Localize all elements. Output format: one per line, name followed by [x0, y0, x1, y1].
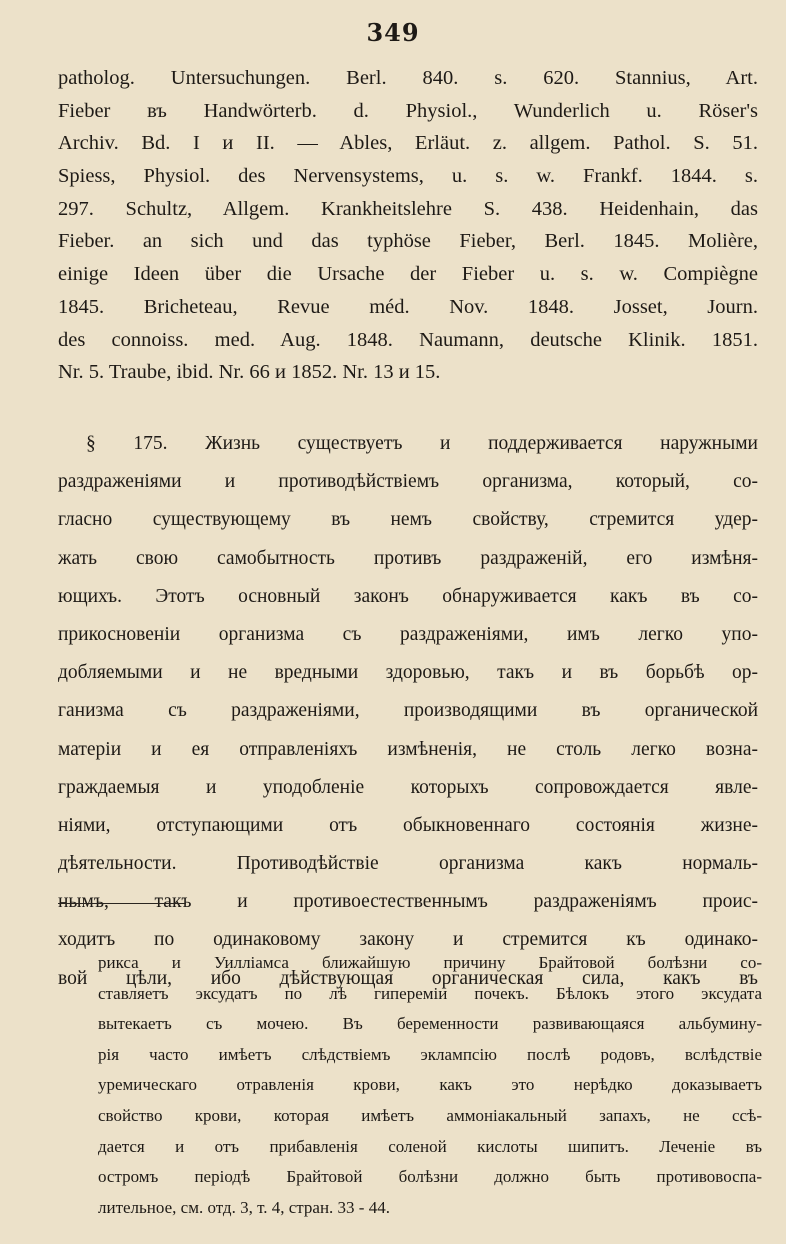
bibliography-line: einige Ideen über die Ursache der Fieber u. s. w. Compiègne: [58, 263, 758, 286]
section-line: жать свою самобытность противъ раздраженій, его измѣня-: [58, 547, 758, 569]
bibliography-line: Fieber. an sich und das typhöse Fieber, Berl. 1845. Molière,: [58, 230, 758, 253]
section-line: нымъ, такъ и противоестественнымъ раздраженіямъ проис-: [58, 891, 758, 913]
page-number: 349: [366, 18, 420, 47]
bibliography-line: patholog. Untersuchungen. Berl. 840. s. 620. Stannius, Art.: [58, 67, 758, 89]
section-line: ющихъ. Этотъ основный законъ обнаруживается какъ въ со-: [58, 585, 758, 607]
bibliography-line: Nr. 5. Traube, ibid. Nr. 66 и 1852. Nr. 13 и 15.: [58, 361, 441, 384]
footnote-line: рія часто имѣетъ слѣдствіемъ эклампсію послѣ родовъ, вслѣдствіе: [98, 1044, 762, 1064]
bibliography-line: des connoiss. med. Aug. 1848. Naumann, deutsche Klinik. 1851.: [58, 328, 758, 351]
section-line: раздраженіями и противодѣйствіемъ организма, который, со-: [58, 471, 758, 493]
section-line: вой цѣли, ибо дѣйствующая органическая сила, какъ въ: [58, 967, 758, 989]
bibliography-line: 1845. Bricheteau, Revue méd. Nov. 1848. Josset, Journ.: [58, 295, 758, 318]
bibliography-line: Fieber въ Handwörterb. d. Physiol., Wunderlich u. Röser's: [58, 99, 758, 122]
footnote-line: дается и отъ прибавленія соленой кислоты шипитъ. Леченіе въ: [98, 1136, 762, 1156]
footnote-line: лительное, см. отд. 3, т. 4, стран. 33 - 44.: [98, 1197, 390, 1217]
section-line: гласно существующему въ немъ свойству, стремится удер-: [58, 509, 758, 531]
section-175-text: [58, 425, 758, 998]
footnote-line: свойство крови, которая имѣетъ аммоніакальный запахъ, не ссѣ-: [98, 1105, 762, 1125]
bibliography-line: 297. Schultz, Allgem. Krankheitslehre S. 438. Heidenhain, das: [58, 197, 758, 220]
section-line: дѣятельности. Противодѣйствіе организма какъ нормаль-: [58, 853, 758, 875]
footnote-line: остромъ періодѣ Брайтовой болѣзни должно быть противовоспа-: [98, 1167, 762, 1187]
footnote-line: вытекаетъ съ мочею. Въ беременности развивающаяся альбумину-: [98, 1014, 762, 1034]
footnote-divider: [58, 903, 186, 904]
section-line: ганизма съ раздраженіями, производящими въ органической: [58, 700, 758, 722]
bibliography-block: [58, 62, 758, 389]
section-line: § 175. Жизнь существуетъ и поддерживается наружными: [86, 433, 758, 454]
bibliography-line: Spiess, Physiol. des Nervensystems, u. s. w. Frankf. 1844. s.: [58, 165, 758, 188]
section-line: ніями, отступающими отъ обыкновеннаго состоянія жизне-: [58, 814, 758, 836]
footnote-block: [98, 948, 762, 1223]
footnote-line: рикса и Уилліамса ближайшую причину Брайтовой болѣзни со-: [98, 953, 762, 972]
section-line: добляемыми и не вредными здоровью, такъ и въ борьбѣ ор-: [58, 662, 758, 684]
section-line: граждаемыя и уподобленіе которыхъ сопровождается явле-: [58, 776, 758, 798]
footnote-line: уремическаго отравленія крови, какъ это нерѣдко доказываетъ: [98, 1075, 762, 1095]
footnote-line: ставляетъ эксудатъ по лѣ гипереміи почекъ. Бѣлокъ этого эксудата: [98, 983, 762, 1003]
bibliography-line: Archiv. Bd. I и II. — Ables, Erläut. z. allgem. Pathol. S. 51.: [58, 132, 758, 155]
section-line: матеріи и ея отправленіяхъ измѣненія, не столь легко возна-: [58, 738, 758, 760]
section-line: прикосновеніи организма съ раздраженіями, имъ легко упо-: [58, 623, 758, 645]
section-line: ходитъ по одинаковому закону и стремится къ одинако-: [58, 929, 758, 951]
